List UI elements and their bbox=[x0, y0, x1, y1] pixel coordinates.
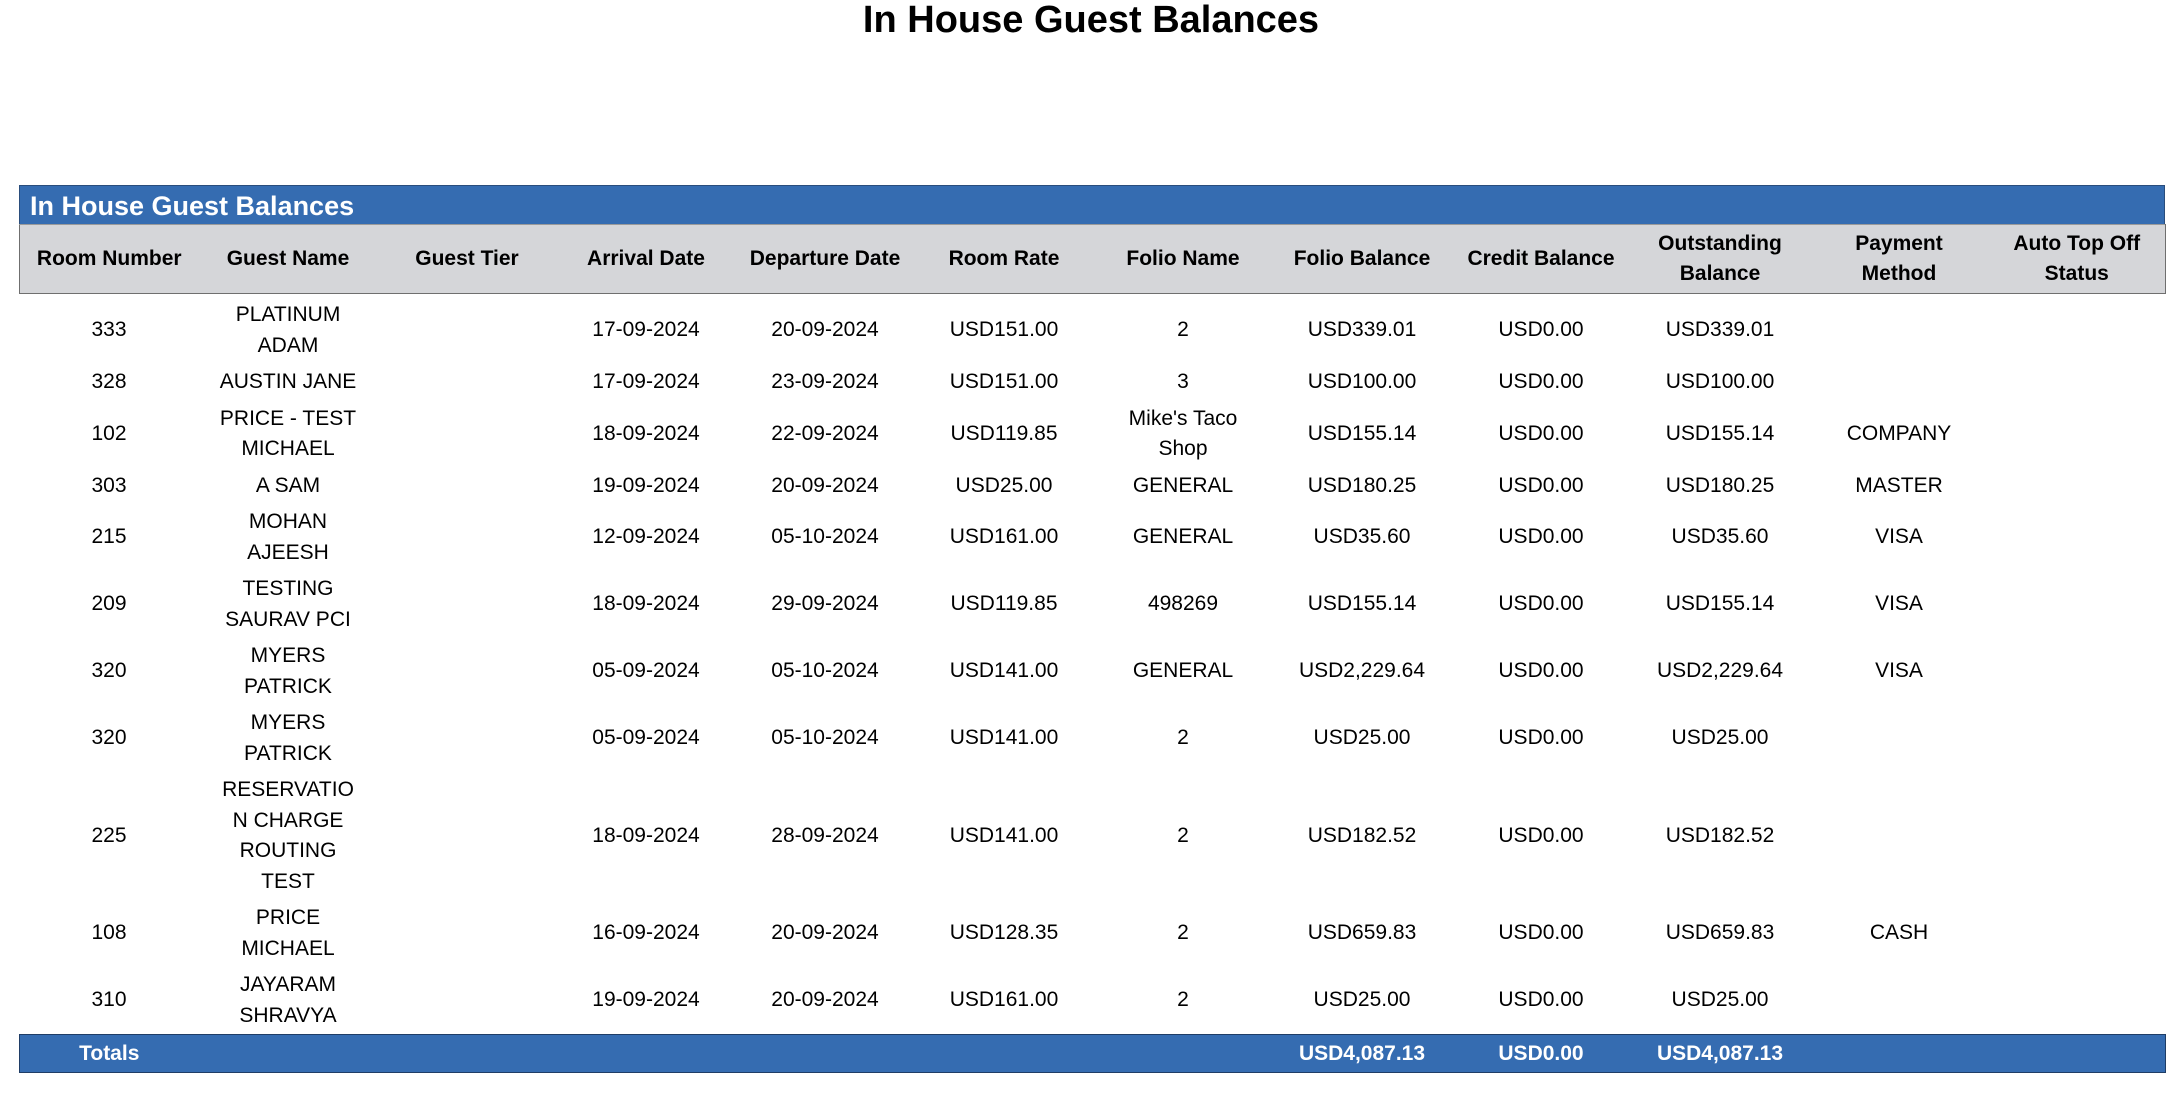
arrival-date-cell: 18-09-2024 bbox=[592, 592, 700, 616]
column-header: Auto Top Off Status bbox=[1989, 225, 2166, 294]
credit-balance-cell: USD0.00 bbox=[1498, 318, 1584, 342]
room-rate-cell: USD151.00 bbox=[949, 370, 1059, 393]
folio-name-cell: 2 bbox=[1177, 318, 1189, 342]
arrival-date-cell: 05-09-2024 bbox=[592, 659, 700, 683]
credit-balance-cell: USD0.00 bbox=[1498, 659, 1584, 683]
folio-balance-cell: USD100.00 bbox=[1307, 370, 1417, 393]
room-rate-cell: USD151.00 bbox=[949, 318, 1059, 342]
payment-method-cell: CASH bbox=[1869, 921, 1929, 945]
departure-date-cell: 20-09-2024 bbox=[771, 318, 879, 342]
arrival-date-cell: 19-09-2024 bbox=[592, 988, 700, 1012]
table-row bbox=[20, 705, 2166, 772]
departure-date-cell: 20-09-2024 bbox=[771, 473, 879, 497]
folio-name-cell: 2 bbox=[1177, 726, 1189, 750]
payment-method-cell: VISA bbox=[1875, 525, 1923, 549]
table-row bbox=[20, 772, 2166, 900]
folio-name-cell: 498269 bbox=[1147, 592, 1219, 616]
payment-method-cell bbox=[1810, 294, 1989, 365]
column-header: Departure Date bbox=[736, 225, 915, 294]
outstanding-balance-cell: USD25.00 bbox=[1671, 988, 1769, 1012]
folio-name-cell: GENERAL bbox=[1132, 525, 1234, 549]
arrival-date-cell: 16-09-2024 bbox=[592, 921, 700, 945]
folio-name-cell: 2 bbox=[1177, 921, 1189, 945]
arrival-date-cell: 19-09-2024 bbox=[592, 473, 700, 497]
table-row bbox=[20, 571, 2166, 638]
guest-name-cell: PRICE MICHAEL bbox=[241, 906, 335, 960]
auto-top-off-cell bbox=[1989, 468, 2166, 505]
folio-name-cell: 3 bbox=[1177, 370, 1189, 393]
guest-tier-cell bbox=[378, 468, 557, 505]
totals-row bbox=[20, 1035, 2166, 1073]
column-header-row bbox=[20, 225, 2166, 294]
folio-balance-cell: USD2,229.64 bbox=[1298, 659, 1426, 683]
outstanding-balance-cell: USD155.14 bbox=[1665, 421, 1775, 445]
table-row bbox=[20, 294, 2166, 365]
departure-date-cell: 29-09-2024 bbox=[771, 592, 879, 616]
table-row bbox=[20, 638, 2166, 705]
guest-tier-cell bbox=[378, 772, 557, 900]
folio-balance-cell: USD182.52 bbox=[1307, 823, 1417, 847]
table-body bbox=[20, 294, 2166, 1035]
room-number-cell: 320 bbox=[91, 659, 127, 683]
column-header: Room Number bbox=[20, 225, 199, 294]
room-rate-cell: USD161.00 bbox=[949, 525, 1059, 549]
folio-name-cell: GENERAL bbox=[1132, 659, 1234, 683]
room-number-cell: 333 bbox=[91, 318, 127, 342]
outstanding-balance-cell: USD25.00 bbox=[1671, 726, 1769, 750]
folio-name-cell: 2 bbox=[1177, 823, 1189, 847]
room-number-cell: 303 bbox=[91, 473, 127, 497]
guest-name-cell: MOHAN AJEESH bbox=[247, 510, 329, 564]
guest-name-cell: PLATINUM ADAM bbox=[235, 303, 341, 357]
auto-top-off-cell bbox=[1989, 294, 2166, 365]
guest-name-cell: A SAM bbox=[255, 473, 321, 497]
credit-balance-cell: USD0.00 bbox=[1498, 421, 1584, 445]
section-title: In House Guest Balances bbox=[19, 185, 2165, 224]
folio-balance-cell: USD339.01 bbox=[1307, 318, 1417, 342]
column-header: Outstanding Balance bbox=[1631, 225, 1810, 294]
payment-method-cell bbox=[1810, 705, 1989, 772]
departure-date-cell: 23-09-2024 bbox=[771, 370, 879, 393]
room-number-cell: 328 bbox=[91, 370, 127, 393]
arrival-date-cell: 18-09-2024 bbox=[592, 421, 700, 445]
guest-tier-cell bbox=[378, 638, 557, 705]
page-title: In House Guest Balances bbox=[862, 0, 1320, 41]
payment-method-cell: COMPANY bbox=[1846, 421, 1952, 445]
credit-balance-cell: USD0.00 bbox=[1498, 473, 1584, 497]
guest-tier-cell bbox=[378, 571, 557, 638]
table-row bbox=[20, 967, 2166, 1035]
payment-method-cell: VISA bbox=[1875, 592, 1923, 616]
guest-tier-cell bbox=[378, 967, 557, 1035]
credit-balance-cell: USD0.00 bbox=[1498, 823, 1584, 847]
room-rate-cell: USD141.00 bbox=[949, 726, 1059, 750]
departure-date-cell: 22-09-2024 bbox=[771, 421, 879, 445]
folio-name-cell: Mike's Taco Shop bbox=[1128, 406, 1238, 460]
folio-balance-cell: USD155.14 bbox=[1307, 592, 1417, 616]
arrival-date-cell: 17-09-2024 bbox=[592, 318, 700, 342]
room-number-cell: 215 bbox=[91, 525, 127, 549]
credit-balance-cell: USD0.00 bbox=[1498, 726, 1584, 750]
column-header: Folio Balance bbox=[1273, 225, 1452, 294]
arrival-date-cell: 17-09-2024 bbox=[592, 370, 700, 393]
room-rate-cell: USD119.85 bbox=[950, 421, 1058, 445]
guest-tier-cell bbox=[378, 401, 557, 468]
outstanding-balance-cell: USD182.52 bbox=[1665, 823, 1775, 847]
outstanding-balance-cell: USD339.01 bbox=[1665, 318, 1775, 342]
guest-tier-cell bbox=[378, 364, 557, 401]
column-header: Credit Balance bbox=[1452, 225, 1631, 294]
guest-name-cell: JAYARAM SHRAVYA bbox=[239, 973, 337, 1027]
table-row bbox=[20, 468, 2166, 505]
outstanding-balance-cell: USD180.25 bbox=[1665, 473, 1775, 497]
auto-top-off-cell bbox=[1989, 900, 2166, 967]
table-row bbox=[20, 504, 2166, 571]
table-row bbox=[20, 364, 2166, 401]
guest-name-cell: MYERS PATRICK bbox=[244, 644, 332, 698]
guest-tier-cell bbox=[378, 705, 557, 772]
credit-balance-cell: USD0.00 bbox=[1498, 592, 1584, 616]
guest-tier-cell bbox=[378, 504, 557, 571]
outstanding-balance-cell: USD155.14 bbox=[1665, 592, 1775, 616]
folio-balance-cell: USD659.83 bbox=[1307, 921, 1417, 945]
room-number-cell: 209 bbox=[91, 592, 127, 616]
credit-balance-cell: USD0.00 bbox=[1498, 370, 1584, 393]
guest-balances-table bbox=[19, 224, 2166, 1073]
guest-name-cell: RESERVATION CHARGE ROUTING TEST bbox=[222, 778, 354, 893]
column-header: Arrival Date bbox=[557, 225, 736, 294]
payment-method-cell: VISA bbox=[1875, 659, 1923, 683]
outstanding-balance-cell: USD35.60 bbox=[1671, 525, 1769, 549]
outstanding-balance-cell: USD2,229.64 bbox=[1656, 659, 1784, 683]
payment-method-cell bbox=[1810, 967, 1989, 1035]
folio-balance-cell: USD155.14 bbox=[1307, 421, 1417, 445]
room-rate-cell: USD25.00 bbox=[955, 473, 1053, 497]
payment-method-cell: MASTER bbox=[1855, 473, 1943, 497]
room-rate-cell: USD161.00 bbox=[949, 988, 1059, 1012]
guest-tier-cell bbox=[378, 294, 557, 365]
auto-top-off-cell bbox=[1989, 571, 2166, 638]
arrival-date-cell: 12-09-2024 bbox=[592, 525, 700, 549]
guest-tier-cell bbox=[378, 900, 557, 967]
departure-date-cell: 28-09-2024 bbox=[771, 823, 879, 847]
auto-top-off-cell bbox=[1989, 504, 2166, 571]
payment-method-cell bbox=[1810, 772, 1989, 900]
column-header: Payment Method bbox=[1810, 225, 1989, 294]
room-rate-cell: USD141.00 bbox=[949, 659, 1059, 683]
departure-date-cell: 05-10-2024 bbox=[771, 525, 879, 549]
auto-top-off-cell bbox=[1989, 401, 2166, 468]
arrival-date-cell: 05-09-2024 bbox=[592, 726, 700, 750]
auto-top-off-cell bbox=[1989, 364, 2166, 401]
credit-balance-cell: USD0.00 bbox=[1498, 525, 1584, 549]
totals-label: Totals bbox=[20, 1035, 199, 1073]
guest-name-cell: MYERS PATRICK bbox=[244, 711, 332, 765]
room-rate-cell: USD141.00 bbox=[949, 823, 1059, 847]
room-number-cell: 108 bbox=[91, 921, 127, 945]
folio-balance-cell: USD25.00 bbox=[1313, 988, 1411, 1012]
room-rate-cell: USD128.35 bbox=[949, 921, 1059, 945]
room-rate-cell: USD119.85 bbox=[950, 592, 1058, 616]
auto-top-off-cell bbox=[1989, 705, 2166, 772]
folio-name-cell: 2 bbox=[1177, 988, 1189, 1012]
auto-top-off-cell bbox=[1989, 967, 2166, 1035]
guest-balances-report bbox=[19, 185, 2165, 1073]
departure-date-cell: 20-09-2024 bbox=[771, 921, 879, 945]
departure-date-cell: 05-10-2024 bbox=[771, 726, 879, 750]
outstanding-balance-cell: USD659.83 bbox=[1665, 921, 1775, 945]
column-header: Room Rate bbox=[915, 225, 1094, 294]
column-header: Folio Name bbox=[1094, 225, 1273, 294]
table-row bbox=[20, 900, 2166, 967]
credit-balance-cell: USD0.00 bbox=[1498, 988, 1584, 1012]
departure-date-cell: 05-10-2024 bbox=[771, 659, 879, 683]
departure-date-cell: 20-09-2024 bbox=[771, 988, 879, 1012]
total-folio-balance: USD4,087.13 bbox=[1273, 1035, 1452, 1073]
guest-name-cell: AUSTIN JANE bbox=[219, 370, 357, 393]
guest-name-cell: TESTING SAURAV PCI bbox=[225, 577, 351, 631]
guest-name-cell: PRICE - TEST MICHAEL bbox=[219, 406, 357, 460]
column-header: Guest Tier bbox=[378, 225, 557, 294]
outstanding-balance-cell: USD100.00 bbox=[1665, 370, 1775, 393]
column-header: Guest Name bbox=[199, 225, 378, 294]
room-number-cell: 102 bbox=[91, 421, 127, 445]
room-number-cell: 225 bbox=[91, 823, 127, 847]
table-row bbox=[20, 401, 2166, 468]
room-number-cell: 310 bbox=[91, 988, 127, 1012]
folio-name-cell: GENERAL bbox=[1132, 473, 1234, 497]
auto-top-off-cell bbox=[1989, 638, 2166, 705]
credit-balance-cell: USD0.00 bbox=[1498, 921, 1584, 945]
payment-method-cell bbox=[1810, 364, 1989, 401]
arrival-date-cell: 18-09-2024 bbox=[592, 823, 700, 847]
folio-balance-cell: USD180.25 bbox=[1307, 473, 1417, 497]
folio-balance-cell: USD25.00 bbox=[1313, 726, 1411, 750]
total-credit-balance: USD0.00 bbox=[1452, 1035, 1631, 1073]
auto-top-off-cell bbox=[1989, 772, 2166, 900]
folio-balance-cell: USD35.60 bbox=[1313, 525, 1411, 549]
room-number-cell: 320 bbox=[91, 726, 127, 750]
total-outstanding-balance: USD4,087.13 bbox=[1631, 1035, 1810, 1073]
